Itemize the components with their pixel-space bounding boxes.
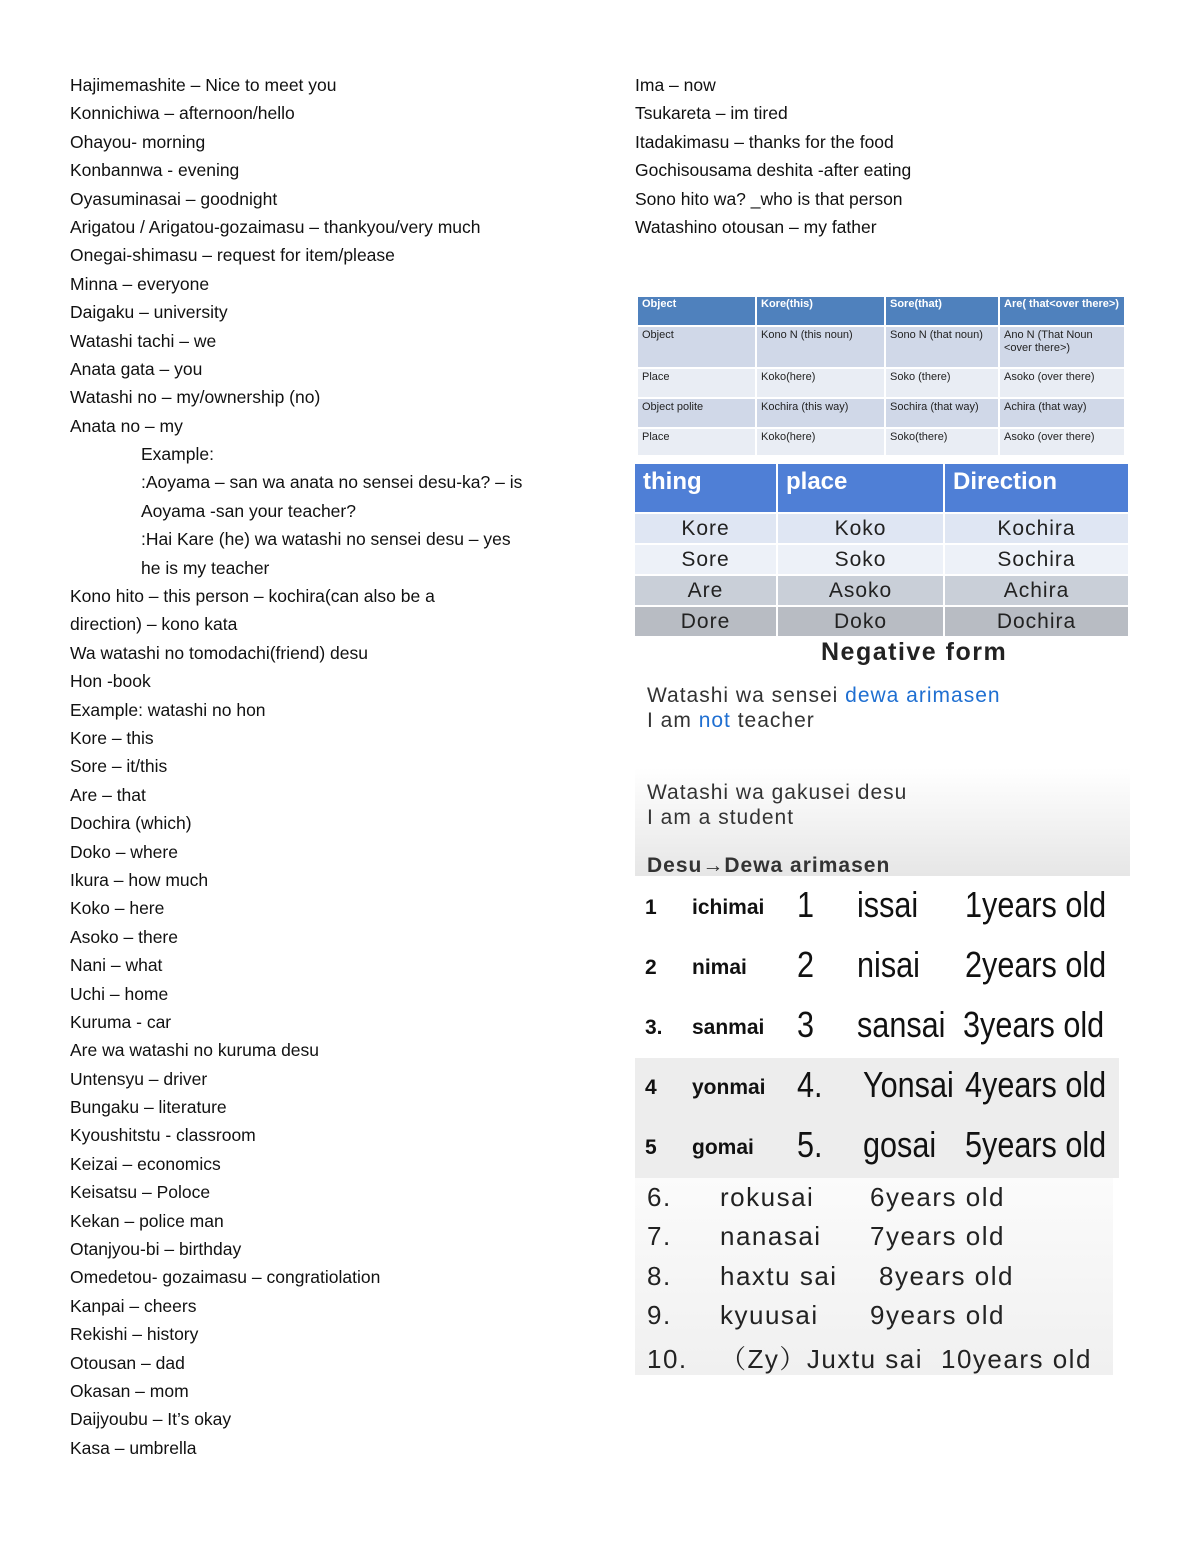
table-row <box>638 398 1125 428</box>
row-number: 5 <box>645 1136 657 1159</box>
counting-row <box>635 878 1119 938</box>
row-number: 1 <box>645 896 657 919</box>
vocab-line: Oyasuminasai – goodnight <box>70 188 278 209</box>
row-number: 9. <box>647 1299 672 1330</box>
table-cell: Ano N (That Noun <over there>) <box>999 326 1125 368</box>
negative-example: Watashi wa sensei dewa arimasen <box>647 684 1001 707</box>
row-number: 6. <box>647 1182 672 1212</box>
age-row <box>647 1300 1005 1339</box>
vocab-line: Uchi – home <box>70 983 169 1004</box>
table-cell: Asoko (over there) <box>999 428 1125 455</box>
table-cell: Place <box>638 428 756 455</box>
row-number: 4 <box>645 1076 657 1099</box>
negative-form-title: Negative form <box>821 638 1008 666</box>
table-cell: Koko(here) <box>756 428 885 455</box>
vocab-line: Rekishi – history <box>70 1324 199 1345</box>
vocab-line: Ohayou- morning <box>70 131 206 152</box>
table-header: thing <box>635 464 778 512</box>
counting-row <box>635 1118 1119 1178</box>
age-label: 7years old <box>870 1221 1005 1252</box>
vocab-line: Kono hito – this person – kochira(can also be a <box>70 586 435 607</box>
table-cell: Object <box>638 326 756 368</box>
vocab-line: :Aoyama – san wa anata no sensei desu-ka? – is <box>141 472 523 493</box>
row-number: 8. <box>647 1260 672 1291</box>
mai-counter: nimai <box>692 956 747 979</box>
vocab-line: Ikura – how much <box>70 869 209 890</box>
table-cell: Dochira <box>945 605 1130 636</box>
table-cell: Asoko (over there) <box>999 368 1125 398</box>
table-row <box>635 512 1130 543</box>
table-row <box>635 543 1130 574</box>
table-cell: Kore <box>635 512 778 543</box>
left-vocab-list <box>70 71 522 1462</box>
vocab-line: Kore – this <box>70 727 154 748</box>
vocab-line: Itadakimasu – thanks for the food <box>635 131 894 152</box>
vocab-line: Bungaku – literature <box>70 1097 227 1118</box>
sai-counter: rokusai <box>720 1182 815 1212</box>
age-label: 6years old <box>870 1182 1005 1212</box>
sai-counter: nisai <box>857 944 920 985</box>
table-cell: Are <box>635 574 778 605</box>
age-row <box>647 1182 1005 1221</box>
vocab-line: Keizai – economics <box>70 1153 221 1174</box>
vocab-line: Example: watashi no hon <box>70 699 266 720</box>
table-header: Direction <box>945 464 1130 512</box>
digit: 3 <box>797 1004 815 1045</box>
vocab-line: Nani – what <box>70 955 163 976</box>
counting-row <box>635 1058 1119 1118</box>
table-cell: Asoko <box>778 574 945 605</box>
vocab-line: direction) – kono kata <box>70 614 238 635</box>
vocab-line: Keisatsu – Poloce <box>70 1182 211 1203</box>
sai-counter: issai <box>857 884 919 925</box>
vocab-line: Gochisousama deshita -after eating <box>635 160 912 181</box>
age-label: 10years old <box>941 1344 1092 1375</box>
digit: 1 <box>797 884 815 925</box>
table-cell: Object polite <box>638 398 756 428</box>
vocab-line: Onegai-shimasu – request for item/please <box>70 245 395 266</box>
vocab-line: Example: <box>141 444 214 465</box>
vocab-line: Are – that <box>70 784 146 805</box>
sai-counter: sansai <box>857 1004 946 1045</box>
vocab-line: Hajimemashite – Nice to meet you <box>70 75 337 95</box>
table-cell: Koko <box>778 512 945 543</box>
mai-counter: ichimai <box>692 896 765 919</box>
vocab-line: Hon -book <box>70 671 151 692</box>
counting-table <box>635 878 1119 1178</box>
row-number: 2 <box>645 956 657 979</box>
vocab-line: Watashi no – my/ownership (no) <box>70 387 321 408</box>
table-cell: Place <box>638 368 756 398</box>
table-cell: Sono N (that noun) <box>885 326 999 368</box>
age-counting-list <box>635 1178 1113 1375</box>
table-row <box>638 428 1125 455</box>
digit: 4. <box>797 1064 823 1105</box>
table-row <box>638 368 1125 398</box>
negative-form-panel <box>635 636 1130 876</box>
age-label: 3years old <box>963 1004 1105 1045</box>
table-row <box>638 326 1125 368</box>
vocab-line: Daijyoubu – It’s okay <box>70 1409 232 1430</box>
vocab-line: Otousan – dad <box>70 1352 185 1373</box>
positive-example: Watashi wa gakusei desu <box>647 781 908 804</box>
sai-counter: Yonsai <box>863 1064 954 1105</box>
age-label: 2years old <box>965 944 1107 985</box>
right-vocab-list <box>635 71 911 241</box>
table-cell: Achira (that way) <box>999 398 1125 428</box>
table-header: Kore(this) <box>756 297 885 326</box>
age-label: 5years old <box>965 1124 1107 1165</box>
table-cell: Dore <box>635 605 778 636</box>
table-row <box>635 574 1130 605</box>
sai-counter: haxtu sai <box>720 1260 838 1291</box>
table-row <box>635 605 1130 636</box>
vocab-line: Kanpai – cheers <box>70 1295 197 1316</box>
table-cell: Koko(here) <box>756 368 885 398</box>
row-number: 7. <box>647 1221 672 1252</box>
vocab-line: Anata gata – you <box>70 358 203 379</box>
vocab-line: Kasa – umbrella <box>70 1437 197 1458</box>
table-cell: Soko <box>778 543 945 574</box>
table-cell: Kochira <box>945 512 1130 543</box>
demonstrative-table <box>638 297 1126 455</box>
vocab-line: Minna – everyone <box>70 273 210 294</box>
mai-counter: yonmai <box>692 1076 766 1099</box>
mai-counter: sanmai <box>692 1016 765 1039</box>
age-row <box>647 1261 1014 1300</box>
table-cell: Kono N (this noun) <box>756 326 885 368</box>
age-label: 8years old <box>879 1260 1014 1291</box>
vocab-line: Tsukareta – im tired <box>635 103 788 124</box>
vocab-line: Sono hito wa? _who is that person <box>635 188 903 209</box>
vocab-line: Wa watashi no tomodachi(friend) desu <box>70 642 368 663</box>
vocab-line: Watashi tachi – we <box>70 330 217 351</box>
vocab-line: Asoko – there <box>70 926 178 947</box>
vocab-line: Untensyu – driver <box>70 1068 208 1089</box>
sai-counter: kyuusai <box>720 1299 819 1330</box>
vocab-line: Dochira (which) <box>70 813 192 834</box>
vocab-line: Are wa watashi no kuruma desu <box>70 1040 320 1061</box>
table-cell: Sore <box>635 543 778 574</box>
vocab-line: Kekan – police man <box>70 1210 224 1231</box>
counting-row <box>635 938 1119 998</box>
vocab-line: Konbannwa - evening <box>70 160 240 181</box>
vocab-line: Kyoushitstu - classroom <box>70 1125 256 1146</box>
table-cell: Kochira (this way) <box>756 398 885 428</box>
digit: 5. <box>797 1124 823 1165</box>
vocab-line: :Hai Kare (he) wa watashi no sensei desu – yes <box>141 529 511 550</box>
row-number: 10. <box>647 1344 688 1375</box>
table-header: Sore(that) <box>885 297 999 326</box>
table-cell: Sochira <box>945 543 1130 574</box>
age-row <box>647 1339 1092 1378</box>
row-number: 3. <box>645 1016 663 1039</box>
vocab-line: Sore – it/this <box>70 756 168 777</box>
vocab-line: he is my teacher <box>141 557 270 578</box>
table-header: place <box>778 464 945 512</box>
vocab-line: Watashino otousan – my father <box>635 216 877 237</box>
table-cell: Sochira (that way) <box>885 398 999 428</box>
age-label: 9years old <box>870 1299 1005 1330</box>
thing-place-direction-table <box>635 464 1130 635</box>
vocab-line: Anata no – my <box>70 415 183 436</box>
age-label: 4years old <box>965 1064 1107 1105</box>
vocab-line: Doko – where <box>70 841 178 862</box>
positive-example-translation: I am a student <box>647 806 795 829</box>
negative-example-translation: I am not teacher <box>647 709 815 732</box>
table-header: Object <box>638 297 756 326</box>
vocab-line: Ima – now <box>635 75 716 95</box>
vocab-line: Arigatou / Arigatou-gozaimasu – thankyou/very much <box>70 216 481 237</box>
negative-rule: Desu→Dewa arimasen <box>647 854 891 877</box>
table-cell: Soko (there) <box>885 368 999 398</box>
table-header: Are( that<over there>) <box>999 297 1125 326</box>
vocab-line: Daigaku – university <box>70 302 228 323</box>
age-label: 1years old <box>965 884 1107 925</box>
vocab-line: Kuruma - car <box>70 1011 172 1032</box>
counting-row <box>635 998 1119 1058</box>
vocab-line: Konnichiwa – afternoon/hello <box>70 103 295 124</box>
sai-counter: gosai <box>863 1124 937 1165</box>
sai-counter: （Zy）Juxtu sai <box>720 1344 923 1375</box>
vocab-line: Omedetou- gozaimasu – congratiolation <box>70 1267 381 1288</box>
vocab-line: Okasan – mom <box>70 1380 189 1401</box>
age-row <box>647 1221 1005 1260</box>
table-cell: Achira <box>945 574 1130 605</box>
vocab-line: Otanjyou-bi – birthday <box>70 1239 242 1260</box>
digit: 2 <box>797 944 815 985</box>
sai-counter: nanasai <box>720 1221 822 1252</box>
table-cell: Soko(there) <box>885 428 999 455</box>
mai-counter: gomai <box>692 1136 754 1159</box>
table-cell: Doko <box>778 605 945 636</box>
vocab-line: Koko – here <box>70 898 165 919</box>
vocab-line: Aoyama -san your teacher? <box>141 500 356 521</box>
